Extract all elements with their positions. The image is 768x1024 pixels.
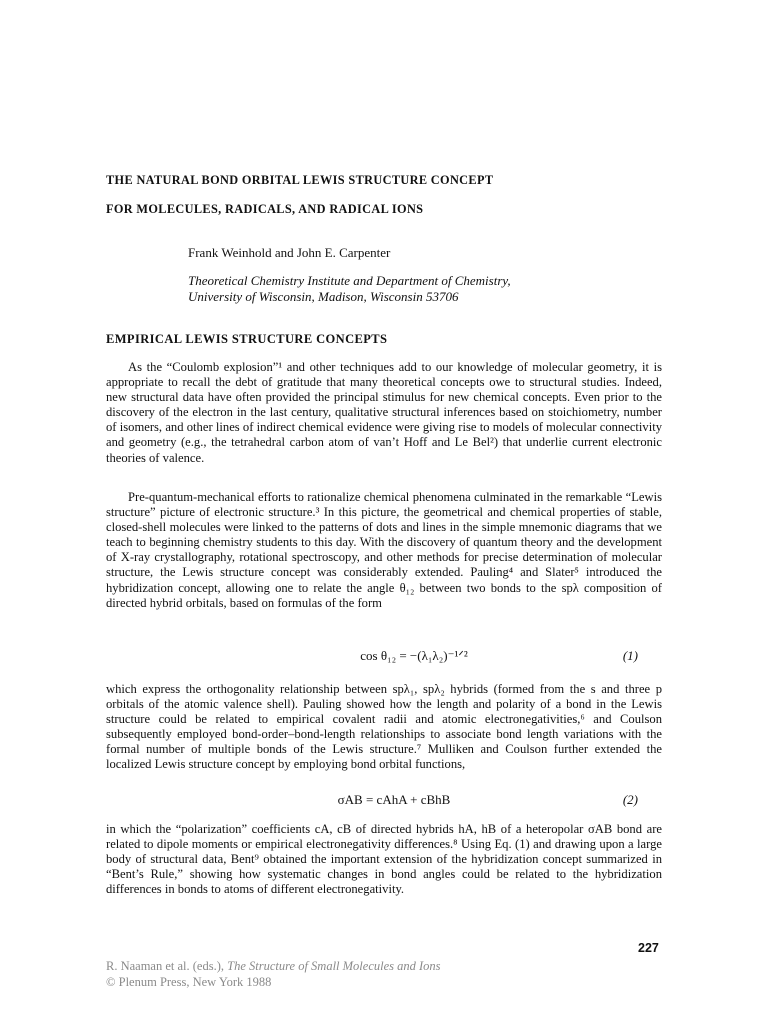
citation-footer <box>106 958 441 990</box>
footer-line-2: © Plenum Press, New York 1988 <box>106 975 272 989</box>
paper-title-line-2: FOR MOLECULES, RADICALS, AND RADICAL IONS <box>106 202 424 216</box>
equation-2-number: (2) <box>622 792 638 807</box>
paragraph-1: As the “Coulomb explosion”¹ and other techniques add to our knowledge of molecular geometry, it is appropriate to recall the debt of gratitude that many theoretical concepts owe to structural studies. Indeed, new structural data have often provided the principal stimulus for new chemical concepts. Even prior to the discovery of the electron in the last century, qualitative structural inferences based on stoichiometry, number of isomers, and other lines of indirect chemical evidence were giving rise to models of molecular connectivity and geometry (e.g., the tetrahedral carbon atom of van’t Hoff and Le Bel²) that underlie current electronic theories of valence. <box>106 360 662 465</box>
affiliation-line-1: Theoretical Chemistry Institute and Department of Chemistry, <box>188 273 511 288</box>
equation-2 <box>106 792 662 810</box>
equation-1-number: (1) <box>622 648 638 663</box>
paragraph-4: in which the “polarization” coefficients cA, cB of directed hybrids hA, hB of a heteropolar σAB bond are related to dipole moments or empirical electronegativity differences.⁸ Using Eq. (1) and drawing upon a large body of structural data, Bent⁹ obtained the important extension of the hybridization concept summarized in “Bent’s Rule,” showing how systematic changes in bond angles could be related to the hybridization differences in bonds to atoms of different electronegativity. <box>106 822 662 897</box>
paper-authors: Frank Weinhold and John E. Carpenter <box>188 245 391 260</box>
page-number: 227 <box>638 941 659 955</box>
paragraph-2: Pre-quantum-mechanical efforts to rationalize chemical phenomena culminated in the remarkable “Lewis structure” picture of electronic structure.³ In this picture, the geometrical and chemical properties of stable, closed-shell molecules were linked to the patterns of dots and lines in the simple mnemonic diagrams that we teach to beginning chemistry students to this day. With the discovery of quantum theory and the development of X-ray crystallography, rotational spectroscopy, and other methods for precise determination of molecular structure, the Lewis structure concept was considerably extended. Pauling⁴ and Slater⁵ introduced the hybridization concept, allowing one to relate the angle θ₁₂ between two bonds to the spλ composition of directed hybrid orbitals, based on formulas of the form <box>106 490 662 610</box>
equation-2-formula: σAB = cAhA + cBhB <box>337 792 451 807</box>
author-affiliation <box>188 273 511 305</box>
footer-editors: R. Naaman et al. (eds.), <box>106 959 228 973</box>
affiliation-line-2: University of Wisconsin, Madison, Wisconsin 53706 <box>188 289 459 304</box>
section-heading: EMPIRICAL LEWIS STRUCTURE CONCEPTS <box>106 332 388 346</box>
equation-1-formula: cos θ₁₂ = −(λ₁λ₂)⁻¹ᐟ² <box>360 648 468 663</box>
footer-book-title: The Structure of Small Molecules and Ions <box>227 959 441 973</box>
paper-title-line-1: THE NATURAL BOND ORBITAL LEWIS STRUCTURE CONCEPT <box>106 173 494 187</box>
footer-line-1 <box>106 958 441 974</box>
equation-1 <box>106 648 662 666</box>
paragraph-3: which express the orthogonality relationship between spλ₁, spλ₂ hybrids (formed from the s and three p orbitals of the atomic valence shell). Pauling showed how the length and polarity of a bond in the Lewis structure could be related to empirical covalent radii and atomic electronegativities,⁶ and Coulson subsequently employed bond-order–bond-length relationships to associate bond length variations with the formal number of multiple bonds of the Lewis structure.⁷ Mulliken and Coulson further extended the localized Lewis structure concept by employing bond orbital functions, <box>106 682 662 772</box>
